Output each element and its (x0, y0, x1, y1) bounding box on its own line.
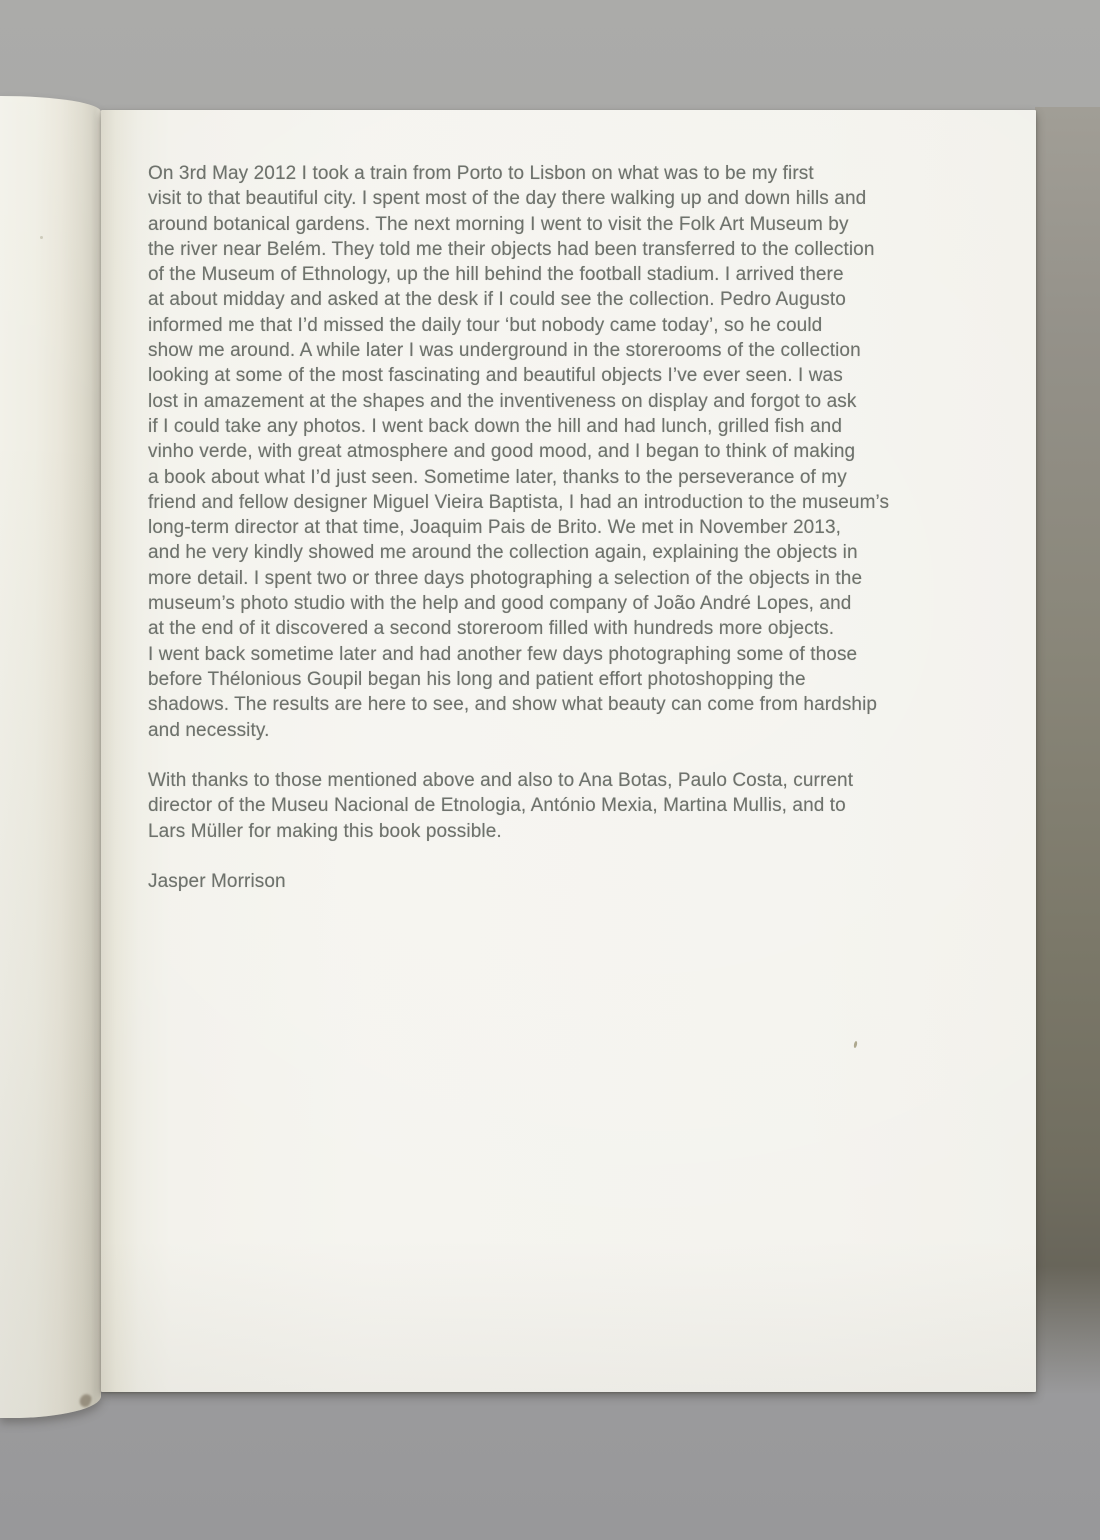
book-right-shadow (1035, 107, 1100, 1395)
text-line: vinho verde, with great atmosphere and good mood, and I began to think of making (148, 441, 856, 463)
text-line: if I could take any photos. I went back down the hill and had lunch, grilled fish and (148, 415, 842, 437)
text-line: With thanks to those mentioned above and also to Ana Botas, Paulo Costa, current (148, 770, 854, 792)
text-line: On 3rd May 2012 I took a train from Porto to Lisbon on what was to be my first (148, 163, 814, 184)
left-page-curl (0, 96, 101, 1418)
text-line: I went back sometime later and had another few days photographing some of those (148, 643, 858, 665)
text-line: looking at some of the most fascinating and beautiful objects I’ve ever seen. I was (148, 365, 843, 387)
text-paragraph (148, 869, 928, 894)
text-line: lost in amazement at the shapes and the inventiveness on display and forgot to ask (148, 390, 857, 412)
text-line: shadows. The results are here to see, and show what beauty can come from hardship (148, 694, 878, 716)
text-line: the river near Belém. They told me their objects had been transferred to the collection (148, 238, 875, 260)
text-line: and necessity. (148, 719, 270, 741)
page-text (148, 161, 928, 895)
text-line: at about midday and asked at the desk if I could see the collection. Pedro Augusto (148, 289, 846, 311)
text-line: museum’s photo studio with the help and good company of João André Lopes, and (148, 593, 852, 615)
book-page (101, 110, 1036, 1392)
text-paragraph (148, 768, 928, 844)
text-line: and he very kindly showed me around the collection again, explaining the objects in (148, 542, 858, 564)
text-line: informed me that I’d missed the daily tour ‘but nobody came today’, so he could (148, 314, 823, 336)
text-line: before Thélonious Goupil began his long and patient effort photoshopping the (148, 668, 806, 690)
text-paragraph (148, 161, 928, 743)
print-speck (853, 1041, 857, 1048)
text-line: around botanical gardens. The next morning I went to visit the Folk Art Museum by (148, 213, 849, 235)
text-line: show me around. A while later I was underground in the storerooms of the collection (148, 340, 861, 362)
text-line: a book about what I’d just seen. Sometime later, thanks to the perseverance of my (148, 466, 847, 488)
text-line: visit to that beautiful city. I spent most of the day there walking up and down hills and (148, 188, 867, 210)
text-line: at the end of it discovered a second storeroom filled with hundreds more objects. (148, 618, 835, 640)
text-line: friend and fellow designer Miguel Vieira Baptista, I had an introduction to the museum’s (148, 491, 890, 513)
text-line: Lars Müller for making this book possible. (148, 820, 502, 842)
text-line: of the Museum of Ethnology, up the hill behind the football stadium. I arrived there (148, 264, 844, 286)
text-line: Jasper Morrison (148, 871, 286, 893)
text-line: more detail. I spent two or three days photographing a selection of the objects in the (148, 567, 863, 589)
paper-speck (40, 236, 43, 239)
text-line: long-term director at that time, Joaquim Pais de Brito. We met in November 2013, (148, 517, 842, 539)
text-line: director of the Museu Nacional de Etnologia, António Mexia, Martina Mullis, and to (148, 795, 846, 817)
